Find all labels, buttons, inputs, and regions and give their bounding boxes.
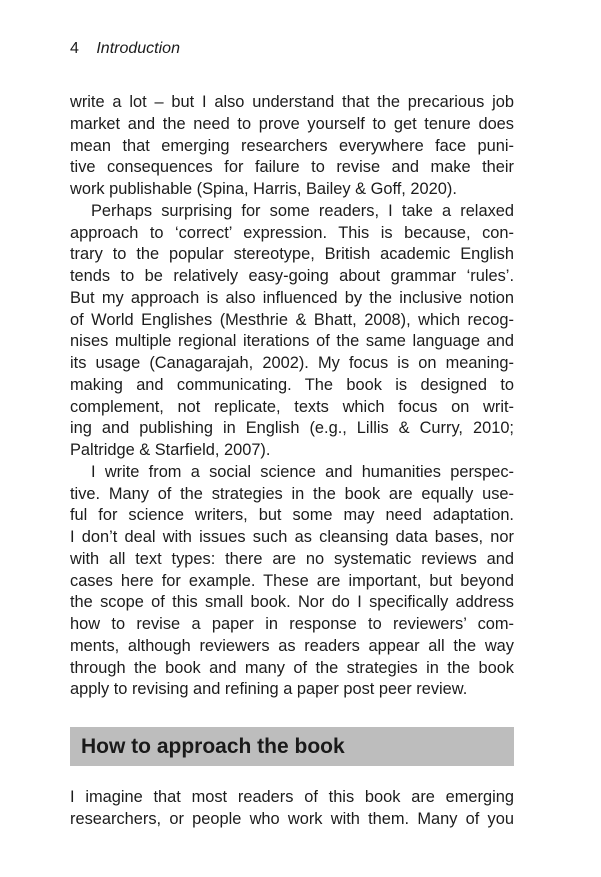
text-line: tends to be relatively easy-going about grammar ‘rules’. xyxy=(70,267,514,285)
text-line: I imagine that most readers of this book are emerging xyxy=(70,788,514,806)
section-heading: How to approach the book xyxy=(70,727,514,766)
text-line: write a lot – but I also understand that the precarious job xyxy=(70,93,514,111)
text-line: I don’t deal with issues such as cleansing data bases, nor xyxy=(70,528,514,546)
text-line: apply to revising and refining a paper post peer review. xyxy=(70,680,468,699)
text-line: through the book and many of the strategies in the book xyxy=(70,658,514,677)
text-line: nises multiple regional iterations of the same language and xyxy=(70,332,514,351)
text-line: Perhaps surprising for some readers, I take a relaxed xyxy=(91,201,514,220)
text-line: how to revise a paper in response to reviewers’ com- xyxy=(70,615,514,633)
text-line: ments, although reviewers as readers appear all the way xyxy=(70,636,514,655)
text-line: work publishable (Spina, Harris, Bailey & Goff, 2020). xyxy=(70,180,457,198)
text-line: market and the need to prove yourself to get tenure does xyxy=(70,114,514,133)
text-line: complement, not replicate, texts which focus on writ- xyxy=(70,397,514,416)
paragraph-3 xyxy=(70,462,514,701)
running-head xyxy=(70,39,180,59)
text-line: tive consequences for failure to revise and make their xyxy=(70,158,514,177)
text-line: mean that emerging researchers everywhere face puni- xyxy=(70,136,514,155)
paragraph-2 xyxy=(70,201,514,462)
text-line: the scope of this small book. Nor do I specifically address xyxy=(70,593,514,612)
text-line: cases here for example. These are important, but beyond xyxy=(70,571,514,590)
text-line: But my approach is also influenced by the inclusive notion xyxy=(70,288,514,307)
chapter-title: Introduction xyxy=(96,40,180,57)
text-line: trary to the popular stereotype, British academic English xyxy=(70,245,514,264)
text-line: making and communicating. The book is designed to xyxy=(70,375,514,394)
body-text xyxy=(70,92,514,701)
text-line: I write from a social science and humanities perspec- xyxy=(91,462,514,481)
text-line: of World Englishes (Mesthrie & Bhatt, 2008), which recog- xyxy=(70,310,514,329)
text-line: its usage (Canagarajah, 2002). My focus is on meaning- xyxy=(70,354,514,372)
page-number: 4 xyxy=(70,40,79,57)
text-line: approach to ‘correct’ expression. This is because, con- xyxy=(70,223,514,242)
paragraph-1 xyxy=(70,92,514,201)
text-line: Paltridge & Starfield, 2007). xyxy=(70,441,271,459)
text-line: ful for science writers, but some may need adaptation. xyxy=(70,506,514,525)
text-line: researchers, or people who work with them. Many of you xyxy=(70,809,514,828)
text-line: ing and publishing in English (e.g., Lillis & Curry, 2010; xyxy=(70,419,514,438)
section-body-text xyxy=(70,787,514,831)
text-line: tive. Many of the strategies in the book are equally use- xyxy=(70,484,514,503)
paragraph-4 xyxy=(70,787,514,831)
text-line: with all text types: there are no systematic reviews and xyxy=(70,549,514,568)
